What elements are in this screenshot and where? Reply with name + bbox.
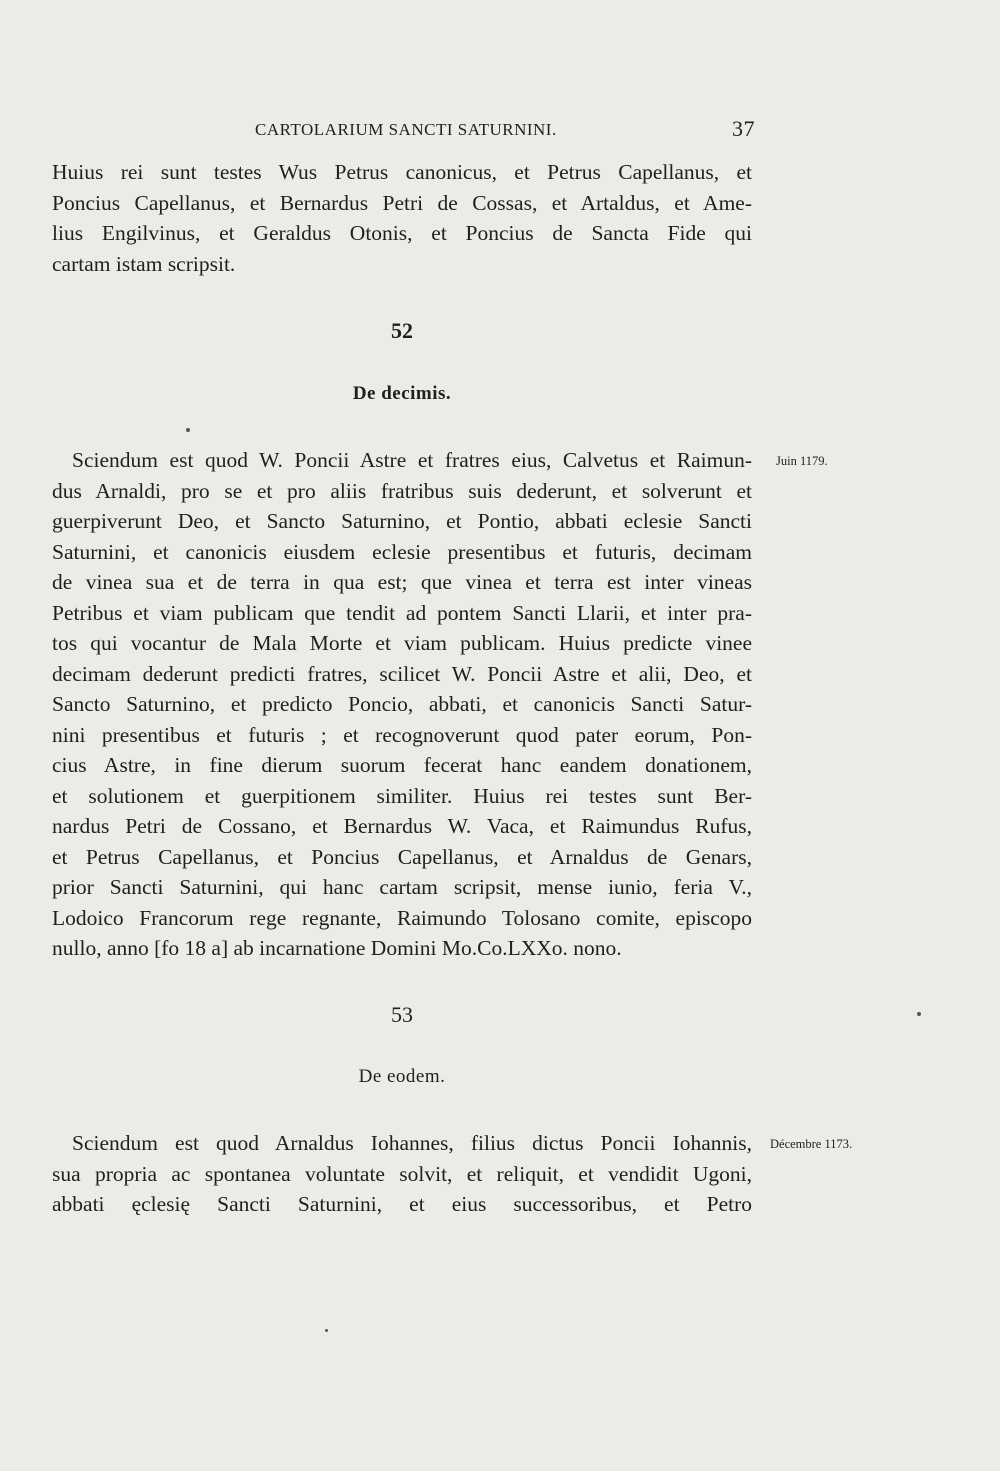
ink-speck <box>917 1012 921 1016</box>
page-number: 37 <box>732 116 755 141</box>
text-line: cius Astre, in fine dierum suorum fecerat hanc eandem donationem, <box>52 753 752 777</box>
text-line: Sancto Saturnino, et predicto Poncio, abbati, et canonicis Sancti Satur- <box>52 692 752 716</box>
text-line: dus Arnaldi, pro se et pro aliis fratribus suis dederunt, et solverunt et <box>52 478 752 503</box>
text-line: nardus Petri de Cossano, et Bernardus W. Vaca, et Raimundus Rufus, <box>52 814 752 838</box>
text-line: Petribus et viam publicam que tendit ad pontem Sancti Llarii, et inter pra- <box>52 600 752 625</box>
text-line: et solutionem et guerpitionem similiter. Huius rei testes sunt Ber- <box>52 783 752 808</box>
margin-date: Juin 1179. <box>776 454 828 468</box>
text-line: Sciendum est quod W. Poncii Astre et fratres eius, Calvetus et Raimun- <box>72 448 752 472</box>
text-line: guerpiverunt Deo, et Sancto Saturnino, et Pontio, abbati eclesie Sancti <box>52 509 752 533</box>
text-line: nullo, anno [fo 18 a] ab incarnatione Domini Mo.Co.LXXo. nono. <box>52 936 622 960</box>
text-line: et Petrus Capellanus, et Poncius Capellanus, et Arnaldus de Genars, <box>52 844 752 869</box>
text-line: decimam dederunt predicti fratres, scilicet W. Poncii Astre et alii, Deo, et <box>52 661 752 686</box>
entry-number: 52 <box>391 318 413 343</box>
text-line: Saturnini, et canonicis eiusdem eclesie presentibus et futuris, decimam <box>52 539 752 564</box>
text-line: Lodoico Francorum rege regnante, Raimundo Tolosano comite, episcopo <box>52 905 752 930</box>
text-line: Poncius Capellanus, et Bernardus Petri de Cossas, et Artaldus, et Ame- <box>52 190 752 215</box>
margin-date: Décembre 1173. <box>770 1137 853 1151</box>
entry-paragraph <box>52 1128 752 1220</box>
ink-speck <box>186 428 190 432</box>
entry-paragraph <box>52 445 752 964</box>
intro-paragraph <box>52 157 752 279</box>
entry-number: 53 <box>391 1002 413 1027</box>
ink-speck <box>325 1329 328 1332</box>
text-line: Sciendum est quod Arnaldus Iohannes, filius dictus Poncii Iohannis, <box>72 1131 752 1155</box>
text-line: Huius rei sunt testes Wus Petrus canonicus, et Petrus Capellanus, et <box>52 160 752 184</box>
text-line: prior Sancti Saturnini, qui hanc cartam scripsit, mense iunio, feria V., <box>52 875 752 899</box>
text-line: tos qui vocantur de Mala Morte et viam publicam. Huius predicte vinee <box>52 631 752 655</box>
running-title: CARTOLARIUM SANCTI SATURNINI. <box>255 120 557 139</box>
text-line: nini presentibus et futuris ; et recognoverunt quod pater eorum, Pon- <box>52 722 752 747</box>
text-line: de vinea sua et de terra in qua est; que vinea et terra est inter vineas <box>52 570 752 594</box>
entry-title: De eodem. <box>358 1066 446 1087</box>
text-line: lius Engilvinus, et Geraldus Otonis, et Poncius de Sancta Fide qui <box>52 221 752 245</box>
text-line: abbati ęclesię Sancti Saturnini, et eius successoribus, et Petro <box>52 1192 752 1216</box>
text-line: cartam istam scripsit. <box>52 251 236 276</box>
entry-title: De decimis. <box>352 383 452 404</box>
text-line: sua propria ac spontanea voluntate solvit, et reliquit, et vendidit Ugoni, <box>52 1161 752 1186</box>
